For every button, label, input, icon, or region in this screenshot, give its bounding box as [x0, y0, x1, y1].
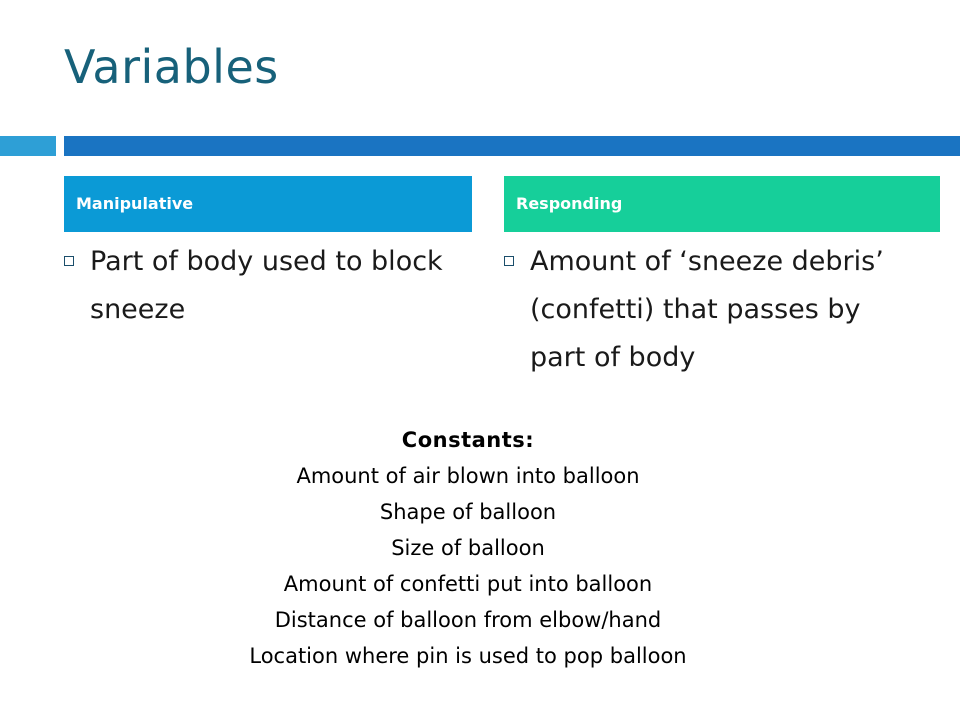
- constant-item: Distance of balloon from elbow/hand: [274, 608, 662, 632]
- square-bullet-icon: [64, 256, 74, 266]
- constants-block: [0, 422, 936, 674]
- constant-item: Size of balloon: [391, 536, 545, 560]
- constant-item: Shape of balloon: [379, 500, 557, 524]
- responding-header: Responding: [504, 176, 940, 232]
- constant-item: Amount of confetti put into balloon: [283, 572, 653, 596]
- accent-bar-left: [0, 136, 56, 156]
- manipulative-bullet-text: Part of body used to block sneeze: [90, 246, 443, 325]
- constants-heading: Constants:: [401, 428, 535, 452]
- responding-bullet: [504, 238, 924, 382]
- slide-title: Variables: [64, 40, 279, 94]
- manipulative-bullet: [64, 238, 464, 334]
- responding-bullet-text: Amount of ‘sneeze debris’ (confetti) that passes by part of body: [530, 246, 884, 373]
- square-bullet-icon: [504, 256, 514, 266]
- constant-item: Amount of air blown into balloon: [296, 464, 640, 488]
- manipulative-header: Manipulative: [64, 176, 472, 232]
- accent-bar-right: [64, 136, 960, 156]
- constant-item: Location where pin is used to pop balloon: [249, 644, 687, 668]
